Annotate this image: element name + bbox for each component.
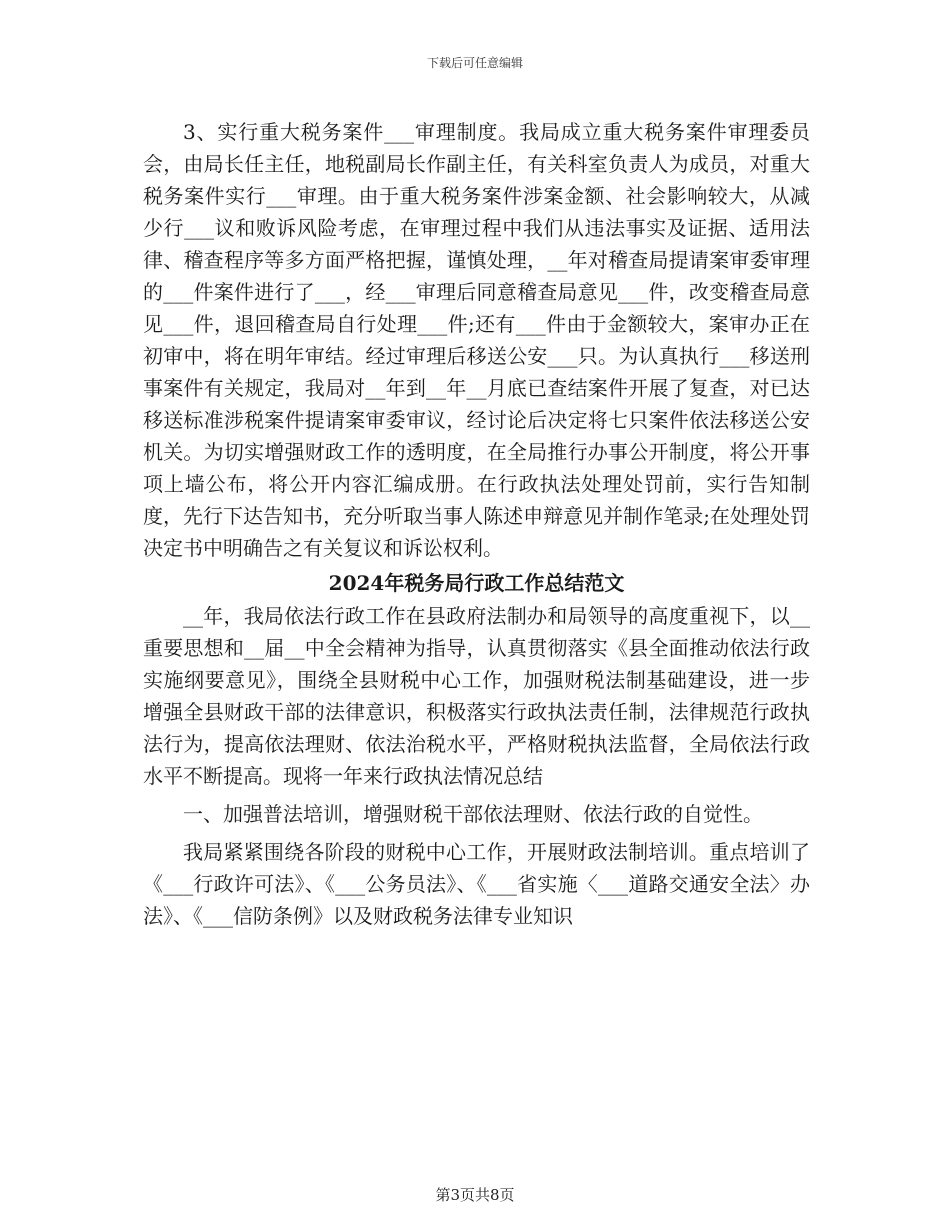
paragraph-training-details: 我局紧紧围绕各阶段的财税中心工作，开展财政法制培训。重点培训了《___行政许可法》、《___公务员法》、《___省实施〈___道路交通安全法〉办法》、《___信防条例》以及财政税务法律专业知识 (143, 840, 810, 928)
paragraph-summary-intro: __年，我局依法行政工作在县政府法制办和局领导的高度重视下，以__重要思想和__届__中全会精神为指导，认真贯彻落实《县全面推动依法行政实施纲要意见》，围绕全县财税中心工作，加强财税法制基础建设，进一步增强全县财政干部的法律意识，积极落实行政执法责任制，法律规范行政执法行为，提高依法理财、依法治税水平，严格财税执法监督，全局依法行政水平不断提高。现将一年来行政执法情况总结 (143, 604, 810, 788)
document-body (143, 116, 810, 932)
paragraph-tax-case-review: 3、实行重大税务案件___审理制度。我局成立重大税务案件审理委员会，由局长任主任，地税副局长作副主任，有关科室负责人为成员，对重大税务案件实行___审理。由于重大税务案件涉案金额、社会影响较大，从减少行___议和败诉风险考虑，在审理过程中我们从违法事实及证据、适用法律、稽查程序等多方面严格把握，谨慎处理，__年对稽查局提请案审委审理的___件案件进行了___，经___审理后同意稽查局意见___件，改变稽查局意见___件，退回稽查局自行处理___件;还有___件由于金额较大，案审办正在初审中，将在明年审结。经过审理后移送公安___只。为认真执行___移送刑事案件有关规定，我局对__年到__年__月底已查结案件开展了复查，对已达移送标准涉税案件提请案审委审议，经讨论后决定将七只案件依法移送公安机关。为切实增强财政工作的透明度，在全局推行办事公开制度，将公开事项上墙公布，将公开内容汇编成册。在行政执法处理处罚前，实行告知制度，先行下达告知书，充分听取当事人陈述申辩意见并制作笔录;在处理处罚决定书中明确告之有关复议和诉讼权利。 (143, 120, 810, 560)
page-footer: 第3页共8页 (435, 1186, 515, 1204)
section-title: 2024年税务局行政工作总结范文 (328, 571, 625, 595)
page-header: 下载后可任意编辑 (426, 56, 523, 70)
paragraph-heading-training: 一、加强普法培训，增强财税干部依法理财、依法行政的自觉性。 (183, 802, 763, 826)
